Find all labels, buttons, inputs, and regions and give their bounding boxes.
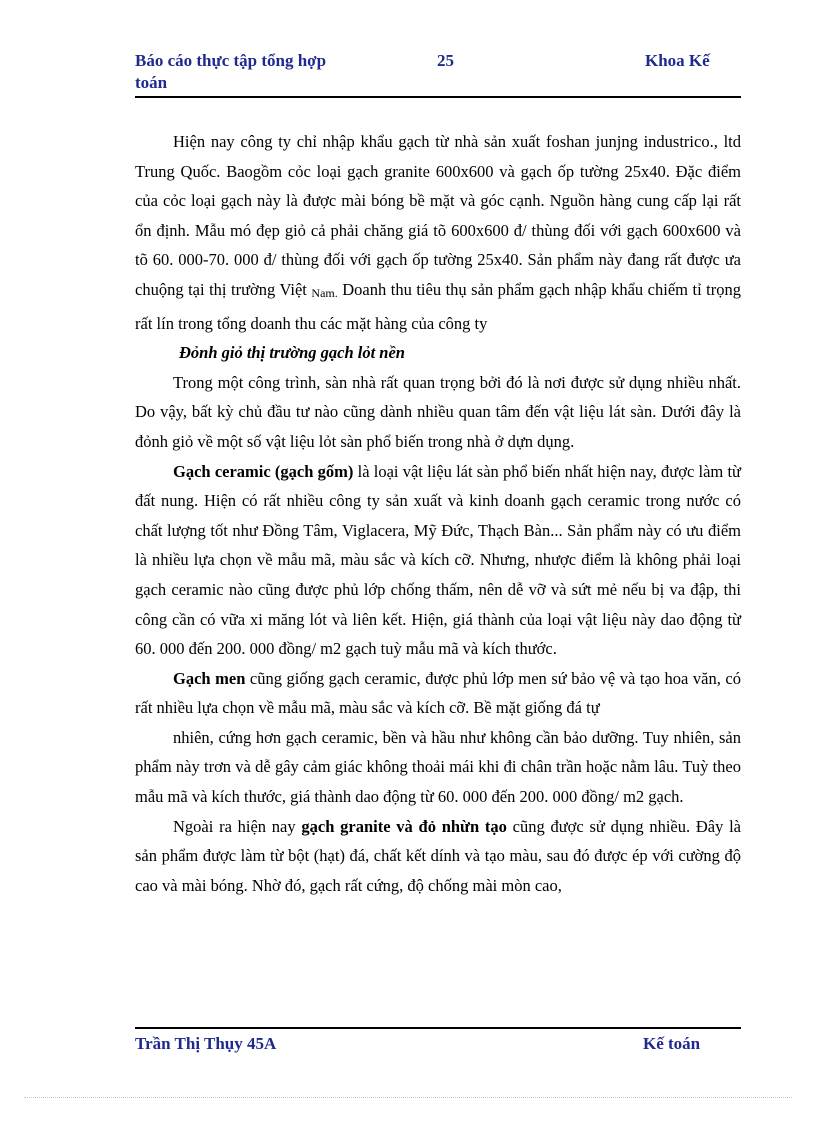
page-footer (135, 1027, 741, 1053)
page-number: 25 (437, 51, 454, 70)
ceramic-term: Gạch ceramic (gạch gốm) (173, 461, 354, 481)
header-faculty: Khoa Kế (645, 51, 710, 70)
page-bottom-divider (24, 1097, 792, 1098)
section-subheading: Đỏnh giỏ thị trường gạch lỏt nền (179, 343, 405, 363)
paragraph-import-nam: Nam. (311, 285, 338, 300)
page-header (135, 50, 741, 98)
ceramic-description: là loại vật liệu lát sàn phổ biến nhất hiện nay, được làm từ đất nung. Hiện có rất nhiều công ty sản xuất và kinh doanh gạch ceramic trong nước có chất lượng tốt như Đồng Tâm, Viglacera, Mỹ Đức, Thạch Bàn... Sản phẩm này có ưu điểm là nhiều lựa chọn về mẫu mã, màu sắc và kích cỡ. Nhưng, nhược điểm là không phải loại gạch ceramic nào cũng được phủ lớp chống thấm, nên dễ vỡ và sứt mẻ nếu bị va đập, thi công cần có vữa xi măng lót và liên kết. Hiện, giá thành của loại vật liệu này dao động từ 60. 000 đến 200. 000 đồng/ m2 gạch tuỳ mẫu mã và kích thước. (135, 461, 741, 659)
paragraph-ceramic (135, 457, 741, 664)
footer-author: Trần Thị Thụy 45A (135, 1034, 277, 1053)
glazed-term: Gạch men (173, 668, 246, 688)
document-body (135, 127, 741, 900)
paragraph-glazed (135, 664, 741, 723)
paragraph-import-text: Hiện nay công ty chỉ nhập khẩu gạch từ nhà sản xuất foshan junjng industrico., ltd Trung Quốc. Baogồm cỏc loại gạch granite 600x600 và gạch ốp tường 25x40. Đặc điểm của cỏc loại gạch này là được mài bóng bề mặt và góc cạnh. Nguồn hàng cung cấp lại rất ổn định. Mẫu mó đẹp giỏ cả phải chăng giá tõ 600x600 đ/ thùng đối với gạch 600x600 và tõ 60. 000-70. 000 đ/ thùng đối với gạch ốp tường 25x40. Sản phẩm này đang rất được ưa chuộng tại thị trường Việt (135, 132, 741, 299)
paragraph-import (135, 127, 741, 338)
footer-department: Kế toán (643, 1034, 701, 1053)
paragraph-import-text-end: Doanh thu tiêu thụ sản phẩm gạch nhập khẩu chiếm tỉ trọng rất lín trong tổng doanh thu các mặt hàng của công ty (135, 279, 741, 333)
header-report-title: Báo cáo thực tập tổng hợp toán (135, 51, 327, 92)
paragraph-glazed-continued: nhiên, cứng hơn gạch ceramic, bền và hầu như không cần bảo dưỡng. Tuy nhiên, sản phẩm này trơn và dễ gây cảm giác không thoải mái khi đi chân trần hoặc nằm lâu. Tuỳ theo mẫu mã và kích thước, giá thành dao động từ 60. 000 đến 200. 000 đồng/ m2 gạch. (135, 727, 741, 807)
granite-term: gạch granite và đỏ nhừn tạo (301, 816, 507, 836)
granite-intro: Ngoài ra hiện nay (173, 816, 302, 836)
paragraph-floor-intro: Trong một công trình, sàn nhà rất quan trọng bởi đó là nơi được sử dụng nhiều nhất. Do vậy, bất kỳ chủ đầu tư nào cũng dành nhiều quan tâm đến vật liệu lát sàn. Dưới đây là đỏnh giỏ về một số vật liệu lỏt sàn phổ biến trong nhà ở dựn dụng. (135, 372, 741, 451)
granite-description: cũng được sử dụng nhiều. Đây là sản phẩm được làm từ bột (hạt) đá, chất kết dính và tạo màu, sau đó được ép với cường độ cao và mài bóng. Nhờ đó, gạch rất cứng, độ chống mài mòn cao, (135, 816, 741, 895)
glazed-description: cũng giống gạch ceramic, được phủ lớp men sứ bảo vệ và tạo hoa văn, có rất nhiều lựa chọn về mẫu mã, màu sắc và kích cỡ. Bề mặt giống đá tự (135, 668, 741, 718)
paragraph-granite (135, 812, 741, 901)
